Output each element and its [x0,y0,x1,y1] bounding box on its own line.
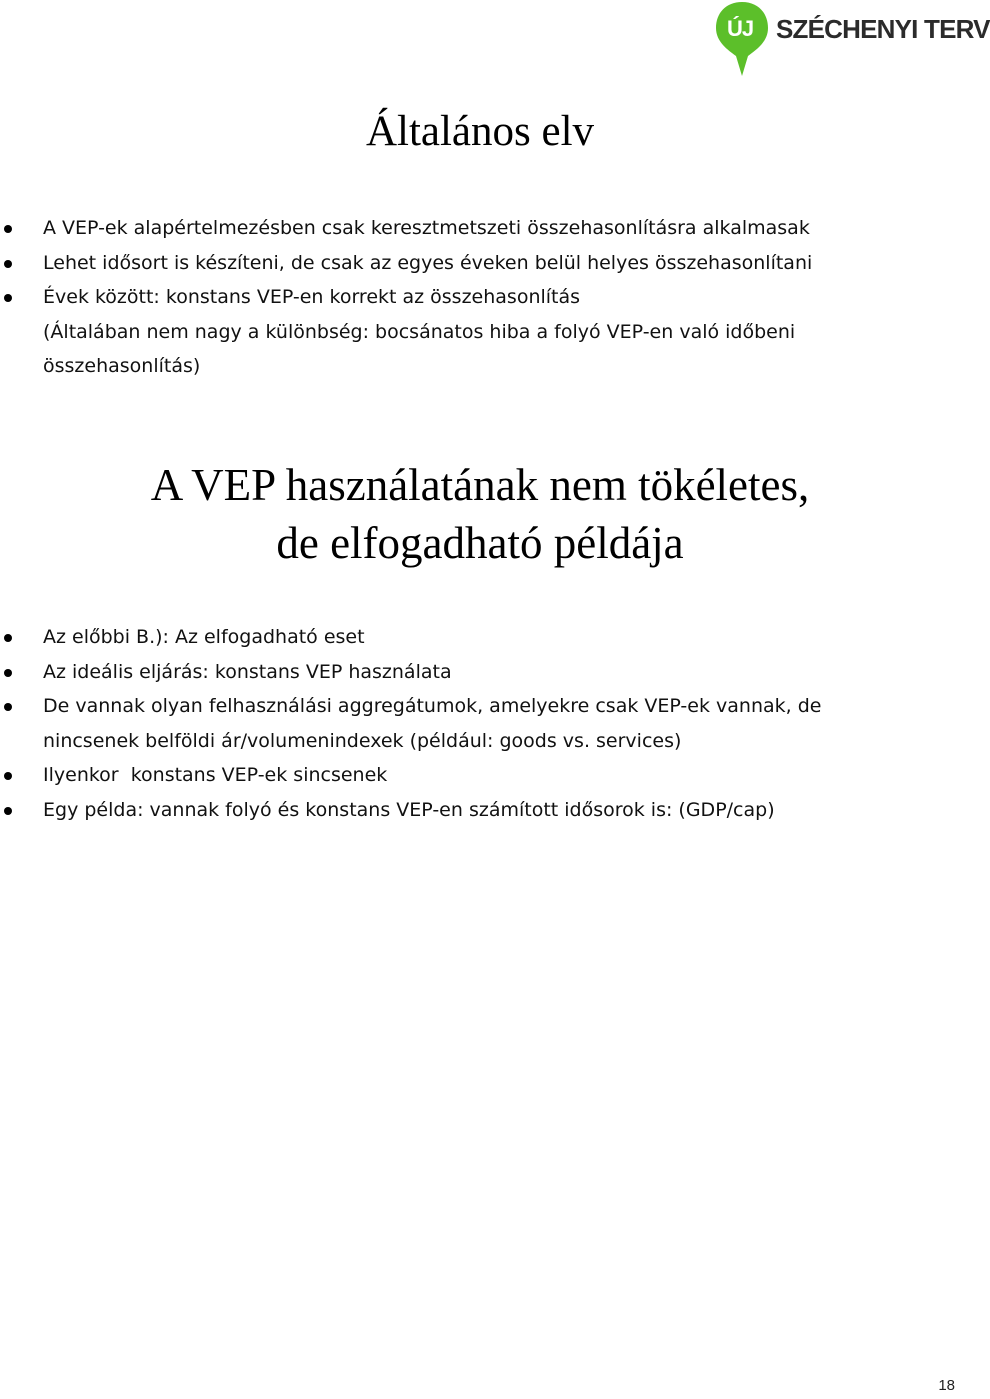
page-number: 18 [938,1377,955,1394]
bullet-icon [4,669,12,677]
list-item: Lehet idősort is készíteni, de csak az egyes éveken belül helyes összehasonlítani [0,246,943,281]
section-heading [0,456,960,572]
page-title: Általános elv [365,108,595,155]
logo-badge-text: ÚJ [726,16,754,41]
list-item: Évek között: konstans VEP-en korrekt az összehasonlítás [0,280,943,315]
list-item: Ilyenkor konstans VEP-ek sincsenek [0,758,943,793]
section-heading-line: A VEP használatának nem tökéletes, [150,460,810,510]
list-item: Az ideális eljárás: konstans VEP használata [0,655,943,690]
logo-name: SZÉCHENYI TERV [776,14,990,44]
bullet-icon [4,772,12,780]
bullet-icon [4,807,12,815]
section-heading-line: de elfogadható példája [276,518,684,568]
szechenyi-terv-logo [710,0,990,80]
list-item-continuation: (Általában nem nagy a különbség: bocsánatos hiba a folyó VEP-en való időbeni [43,320,796,343]
bullet-icon [4,260,12,268]
list-item: Egy példa: vannak folyó és konstans VEP-en számított idősorok is: (GDP/cap) [0,793,943,828]
bullet-list-top [0,211,943,384]
bullet-icon [4,225,12,233]
bullet-icon [4,634,12,642]
list-item-continuation: összehasonlítás) [43,355,201,378]
bullet-icon [4,294,12,302]
list-item: De vannak olyan felhasználási aggregátumok, amelyekre csak VEP-ek vannak, de [0,689,943,724]
bullet-list-bottom [0,620,943,828]
bullet-icon [4,703,12,711]
list-item-continuation: nincsenek belföldi ár/volumenindexek (például: goods vs. services) [43,729,682,752]
list-item: A VEP-ek alapértelmezésben csak keresztmetszeti összehasonlításra alkalmasak [0,211,943,246]
list-item: Az előbbi B.): Az elfogadható eset [0,620,943,655]
